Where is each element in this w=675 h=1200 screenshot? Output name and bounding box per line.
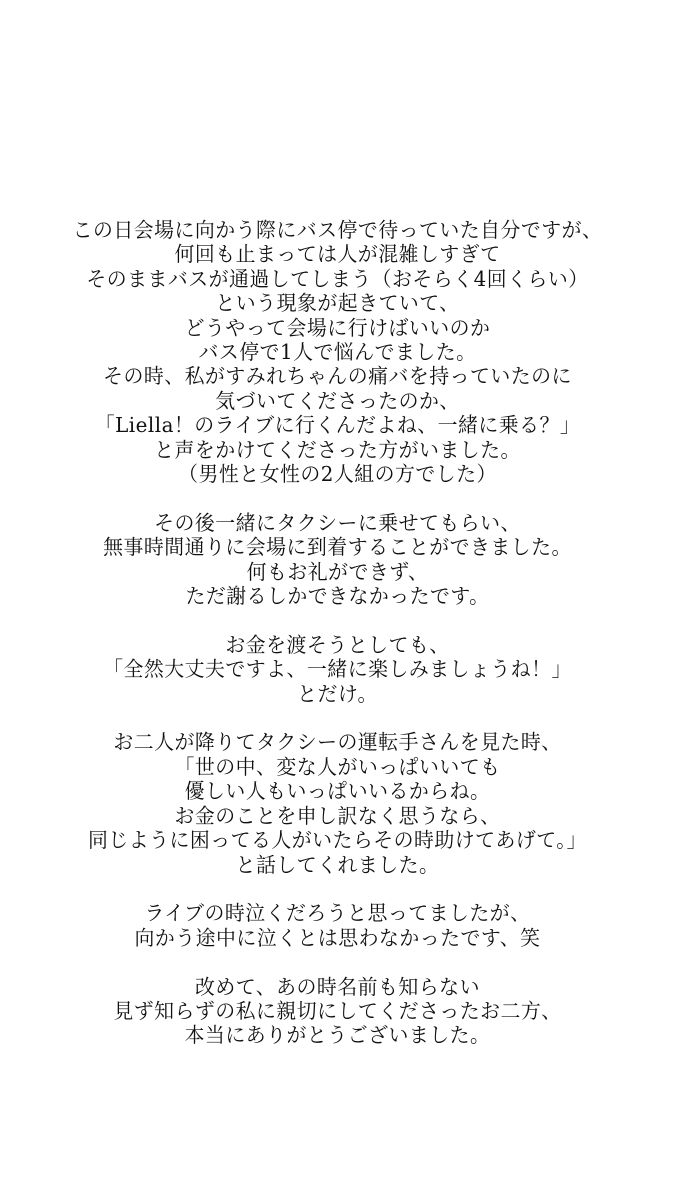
text-line: 本当にありがとうございました。 <box>184 1023 491 1048</box>
paragraph-thanks <box>0 975 675 1048</box>
text-line: 何回も止まっては人が混雑しすぎて <box>174 242 501 267</box>
text-line: 同じように困ってる人がいたらその時助けてあげて。」 <box>87 828 588 853</box>
text-line: 改めて、あの時名前も知らない <box>195 974 480 999</box>
text-line: 無事時間通りに会場に到着することができました。 <box>103 535 572 560</box>
text-line: ただ謝るしかできなかったです。 <box>185 584 490 609</box>
paragraph-money <box>0 633 675 706</box>
text-line: 優しい人もいっぱいいるからね。 <box>184 779 491 804</box>
text-line: とだけ。 <box>297 681 378 706</box>
text-line: 向かう途中に泣くとは思わなかったです、笑 <box>134 925 541 950</box>
text-line: という現象が起きていて、 <box>215 291 460 316</box>
paragraph-crying <box>0 901 675 950</box>
text-line: その後一緒にタクシーに乗せてもらい、 <box>154 510 521 535</box>
text-line: そのままバスが通過してしまう（おそらく4回くらい） <box>86 266 589 291</box>
text-line: その時、私がすみれちゃんの痛バを持っていたのに <box>103 364 572 389</box>
text-line: お二人が降りてタクシーの運転手さんを見た時、 <box>113 730 562 755</box>
text-line: 「全然大丈夫ですよ、一緒に楽しみましょうね！」 <box>103 657 572 682</box>
paragraph-taxi <box>0 511 675 609</box>
text-line: バス停で1人で悩んでました。 <box>198 340 477 365</box>
text-line: 見ず知らずの私に親切にしてくださったお二方、 <box>113 998 562 1023</box>
text-line: 「世の中、変な人がいっぱいいても <box>174 754 501 779</box>
paragraph-bus-stop <box>0 218 675 486</box>
text-line: どうやって会場に行けばいいのか <box>184 315 491 340</box>
text-line: 気づいてくださったのか、 <box>215 388 460 413</box>
text-line: ライブの時泣くだろうと思ってましたが、 <box>144 901 531 926</box>
message-body <box>0 218 675 1072</box>
text-line: と声をかけてくださった方がいました。 <box>154 437 521 462</box>
text-line: 何もお礼ができず、 <box>246 559 429 584</box>
text-line: （男性と女性の2人組の方でした） <box>178 462 497 487</box>
text-line: お金のことを申し訳なく思うなら、 <box>174 803 501 828</box>
text-line: 「Liella！のライブに行くんだよね、一緒に乗る？」 <box>94 413 581 438</box>
text-line: この日会場に向かう際にバス停で待っていた自分ですが、 <box>72 218 603 242</box>
text-line: と話してくれました。 <box>235 852 440 877</box>
paragraph-driver-words <box>0 730 675 876</box>
text-line: お金を渡そうとしても、 <box>225 632 450 657</box>
